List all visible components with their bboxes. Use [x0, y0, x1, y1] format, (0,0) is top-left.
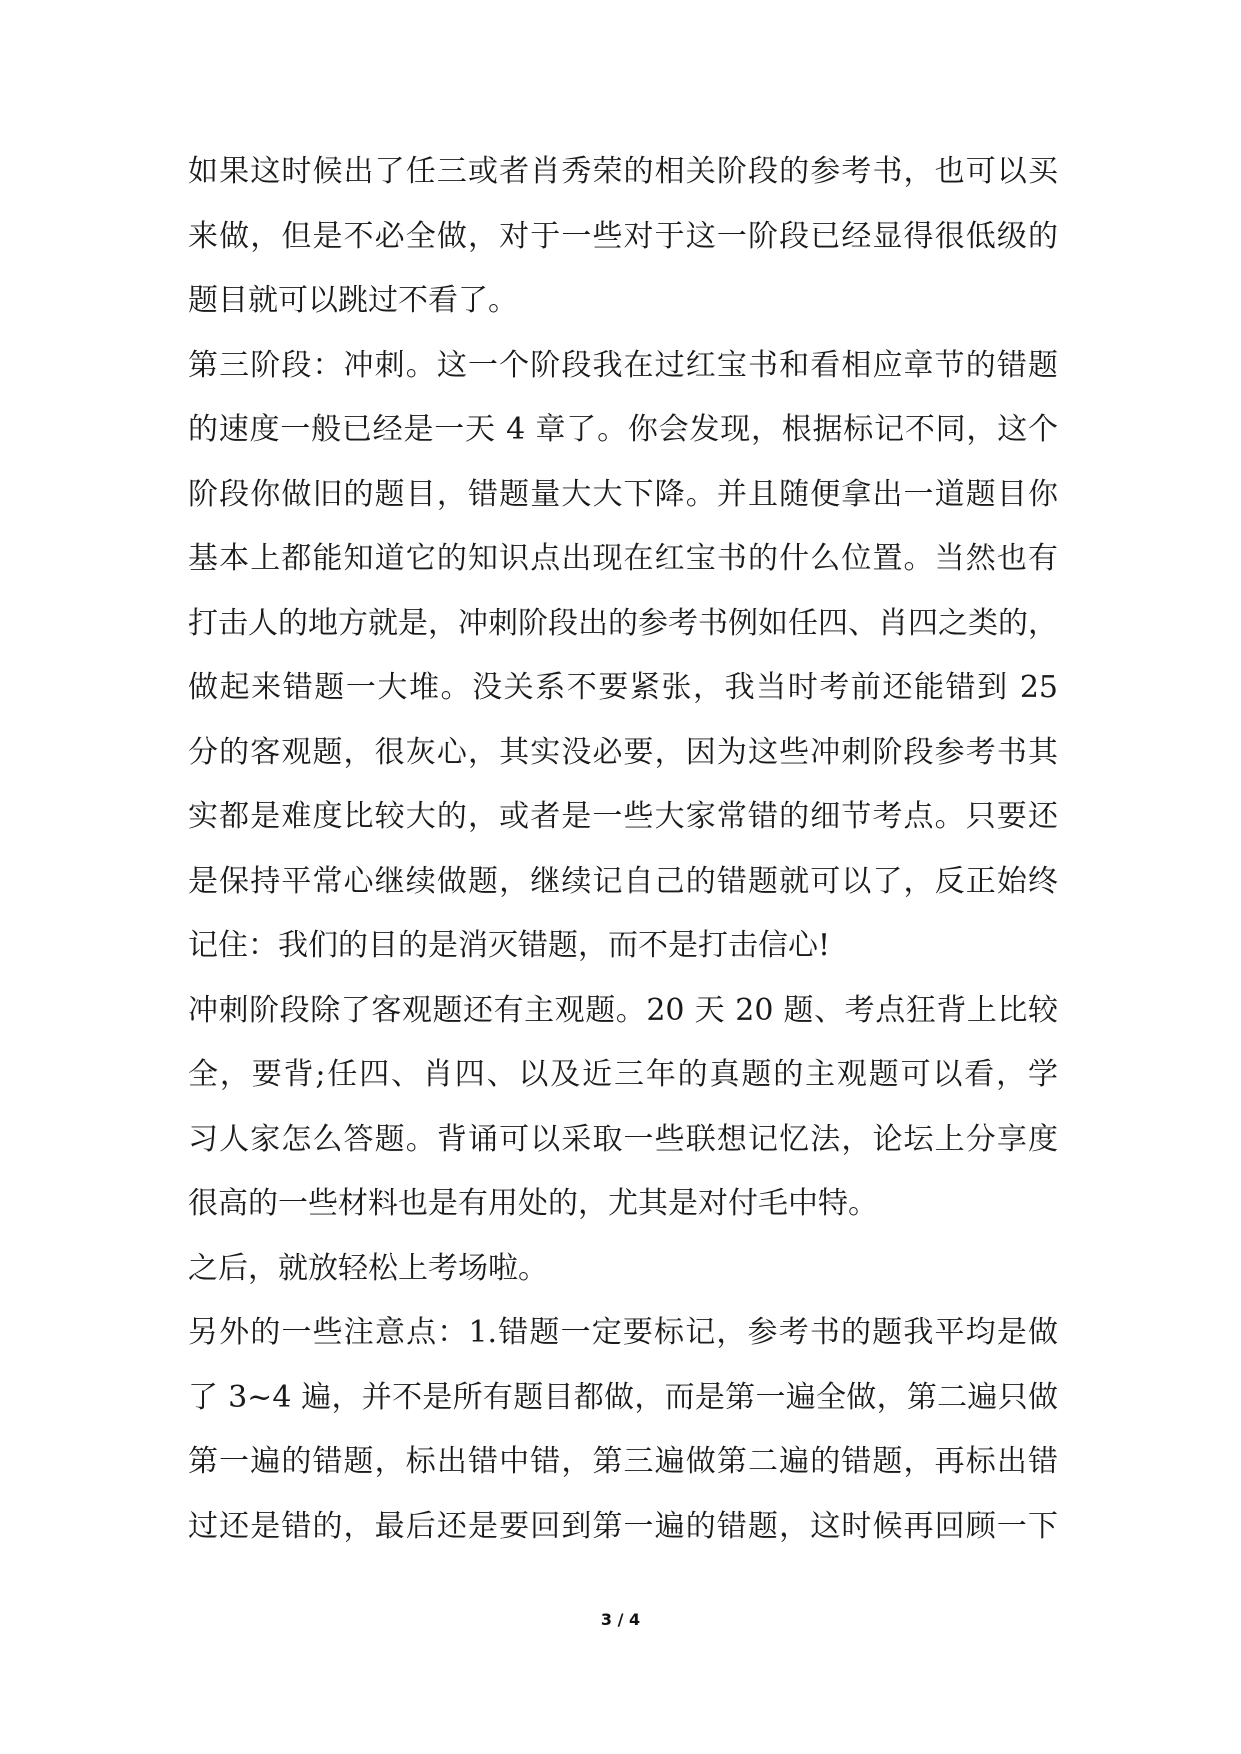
- text-line: 阶段你做旧的题目，错题量大大下降。并且随便拿出一道题目你: [188, 476, 1058, 512]
- text-line: 实都是难度比较大的，或者是一些大家常错的细节考点。只要还: [188, 799, 1058, 834]
- text-line: 另外的一些注意点：1.错题一定要标记，参考书的题我平均是做: [188, 1315, 1058, 1350]
- text-line: 是保持平常心继续做题，继续记自己的错题就可以了，反正始终: [188, 863, 1058, 899]
- text-line: 第一遍的错题，标出错中错，第三遍做第二遍的错题，再标出错: [188, 1444, 1058, 1479]
- document-body: [188, 140, 1058, 1559]
- text-line: 做起来错题一大堆。没关系不要紧张，我当时考前还能错到 25: [188, 670, 1058, 705]
- text-line: 题目就可以跳过不看了。: [188, 283, 518, 318]
- text-line: 冲刺阶段除了客观题还有主观题。20 天 20 题、考点狂背上比较: [188, 992, 1058, 1028]
- text-line: 如果这时候出了任三或者肖秀荣的相关阶段的参考书，也可以买: [188, 154, 1058, 189]
- text-line: 很高的一些材料也是有用处的，尤其是对付毛中特。: [188, 1186, 878, 1221]
- text-line: 记住：我们的目的是消灭错题，而不是打击信心!: [188, 928, 831, 963]
- text-line: 过还是错的，最后还是要回到第一遍的错题，这时候再回顾一下: [188, 1508, 1058, 1544]
- text-line: 全，要背;任四、肖四、以及近三年的真题的主观题可以看，学: [188, 1057, 1058, 1092]
- text-line: 打击人的地方就是，冲刺阶段出的参考书例如任四、肖四之类的，: [188, 605, 1058, 641]
- text-line: 基本上都能知道它的知识点出现在红宝书的什么位置。当然也有: [188, 541, 1058, 576]
- text-line: 之后，就放轻松上考场啦。: [188, 1250, 548, 1286]
- text-line: 的速度一般已经是一天 4 章了。你会发现，根据标记不同，这个: [188, 412, 1058, 447]
- text-line: 来做，但是不必全做，对于一些对于这一阶段已经显得很低级的: [188, 218, 1058, 254]
- text-line: 习人家怎么答题。背诵可以采取一些联想记忆法，论坛上分享度: [188, 1121, 1058, 1157]
- page-number: 3 / 4: [600, 1610, 641, 1629]
- text-line: 了 3~4 遍，并不是所有题目都做，而是第一遍全做，第二遍只做: [188, 1379, 1058, 1415]
- text-line: 分的客观题，很灰心，其实没必要，因为这些冲刺阶段参考书其: [188, 734, 1058, 770]
- text-line: 第三阶段：冲刺。这一个阶段我在过红宝书和看相应章节的错题: [188, 347, 1058, 383]
